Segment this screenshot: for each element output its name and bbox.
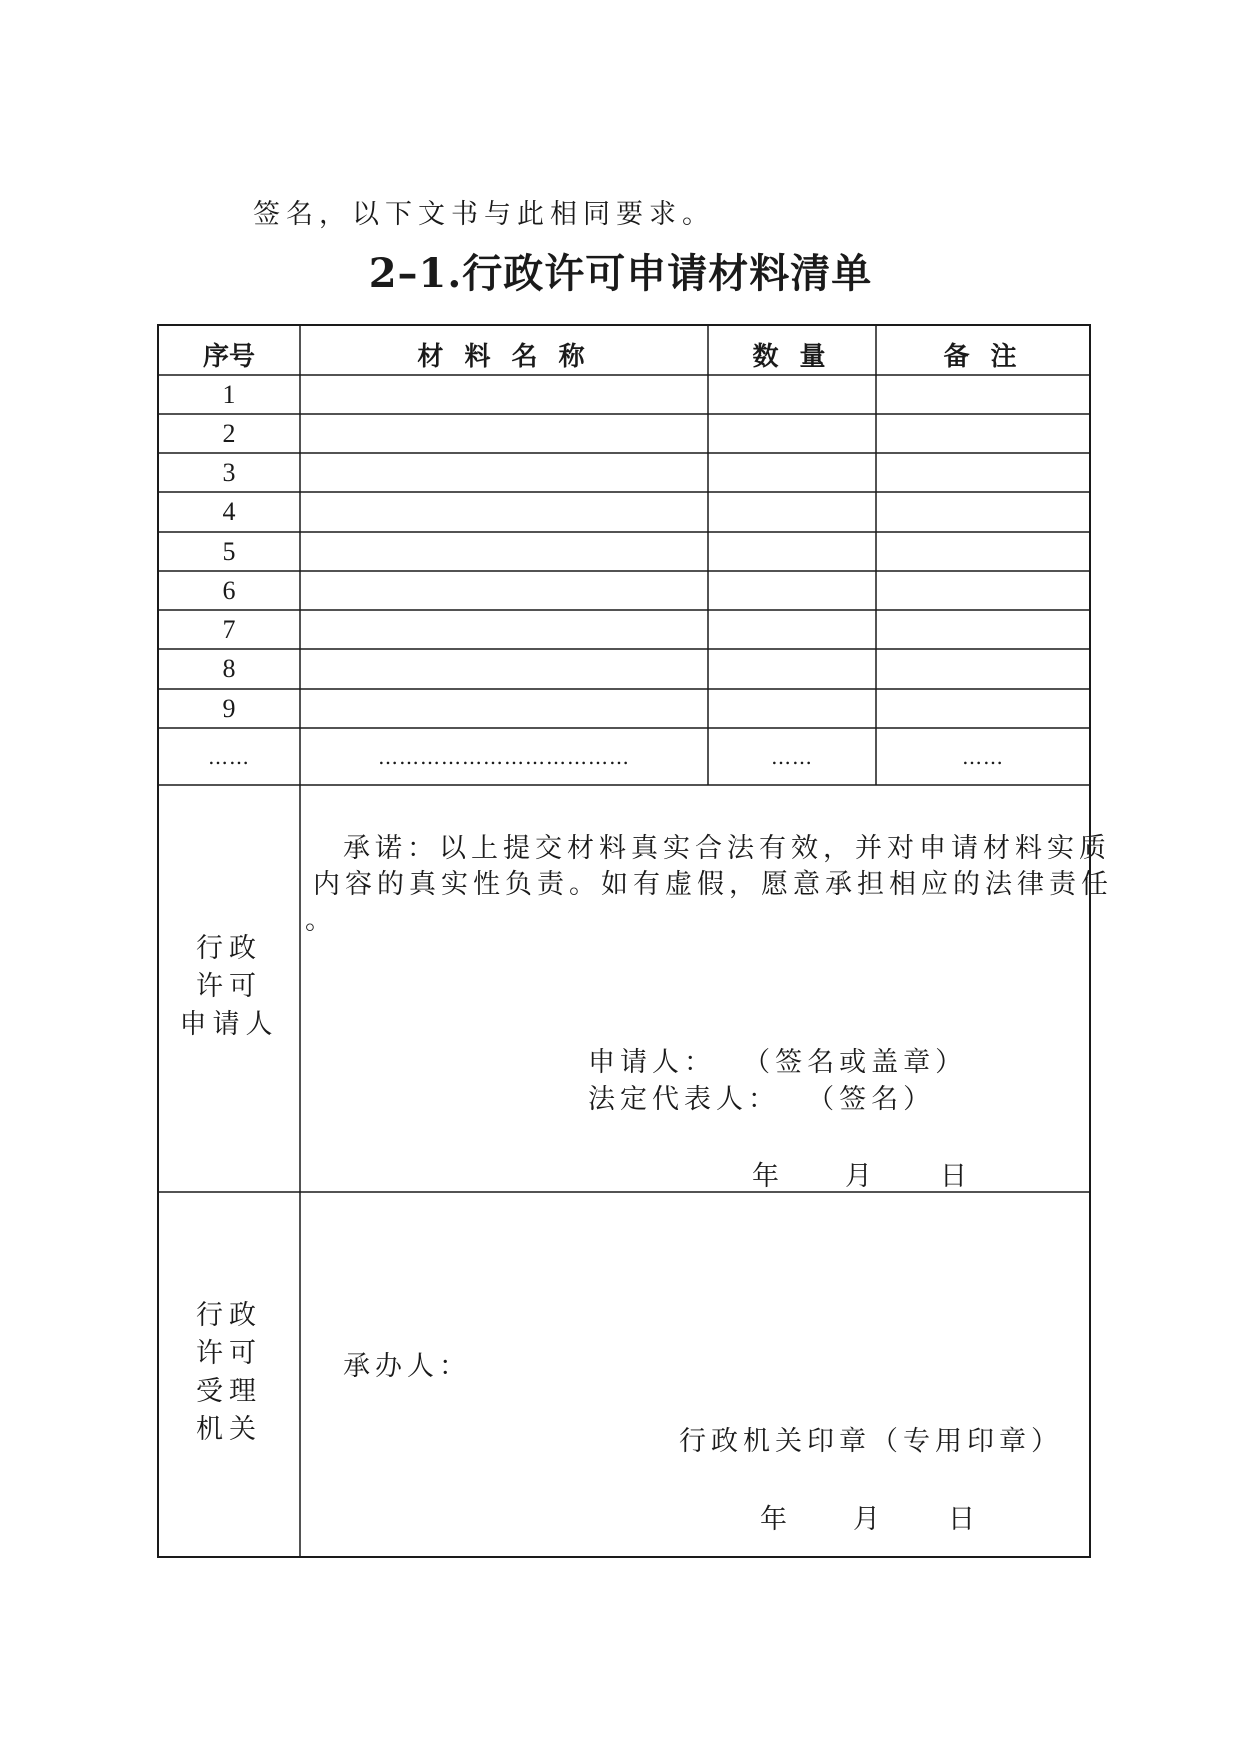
authority-label-line: 机关: [196, 1414, 262, 1445]
authority-label-line: 许可: [196, 1338, 262, 1369]
ellipsis-remark: ……: [962, 745, 1004, 769]
ellipsis-qty: ……: [771, 745, 813, 769]
authority-date-day: 日: [948, 1504, 980, 1535]
legal-rep-signature: 法定代表人： （签名）: [588, 1084, 936, 1115]
authority-label-line: 行政: [196, 1300, 262, 1331]
table-row-number: 6: [222, 576, 236, 605]
intro-text: 签名，以下文书与此相同要求。: [253, 199, 715, 230]
table-row-number: 3: [222, 458, 236, 487]
promise-line-2: 内容的真实性负责。如有虚假，愿意承担相应的法律责任: [313, 869, 1113, 900]
applicant-label-line: 申请人: [179, 1009, 279, 1040]
authority-label-line: 受理: [196, 1376, 262, 1407]
table-row-number: 4: [222, 497, 236, 526]
ellipsis-name: ………………………………: [378, 745, 630, 769]
authority-date-year: 年: [760, 1504, 792, 1535]
applicant-label-line: 许可: [196, 971, 262, 1002]
applicant-label: [158, 930, 300, 1044]
table-row-number: 7: [222, 615, 236, 644]
table-row-number: 1: [222, 380, 236, 409]
ellipsis-seq: ……: [208, 745, 250, 769]
promise-line-1: 承诺：以上提交材料真实合法有效，并对申请材料实质: [343, 833, 1111, 864]
applicant-label-line: 行政: [196, 933, 262, 964]
authority-seal: 行政机关印章（专用印章）: [679, 1426, 1063, 1457]
table-row-number: 5: [222, 537, 236, 566]
applicant-signature: 申请人： （签名或盖章）: [588, 1047, 968, 1078]
handler-label: 承办人：: [343, 1351, 471, 1382]
authority-label: [158, 1297, 300, 1449]
header-seq: 序号: [202, 342, 255, 372]
header-quantity: 数 量: [752, 342, 832, 372]
header-material-name: 材 料 名 称: [417, 342, 591, 372]
applicant-date-month: 月: [845, 1161, 877, 1192]
applicant-date-day: 日: [940, 1161, 972, 1192]
applicant-date-year: 年: [752, 1161, 784, 1192]
table-row-number: 2: [222, 419, 236, 448]
authority-date-month: 月: [853, 1504, 885, 1535]
table-row-number: 8: [222, 654, 236, 683]
promise-line-3: 。: [305, 905, 337, 936]
page-title: 2–1.行政许可申请材料清单: [368, 250, 873, 297]
table-row-number: 9: [222, 694, 236, 723]
header-remark: 备 注: [943, 342, 1023, 372]
